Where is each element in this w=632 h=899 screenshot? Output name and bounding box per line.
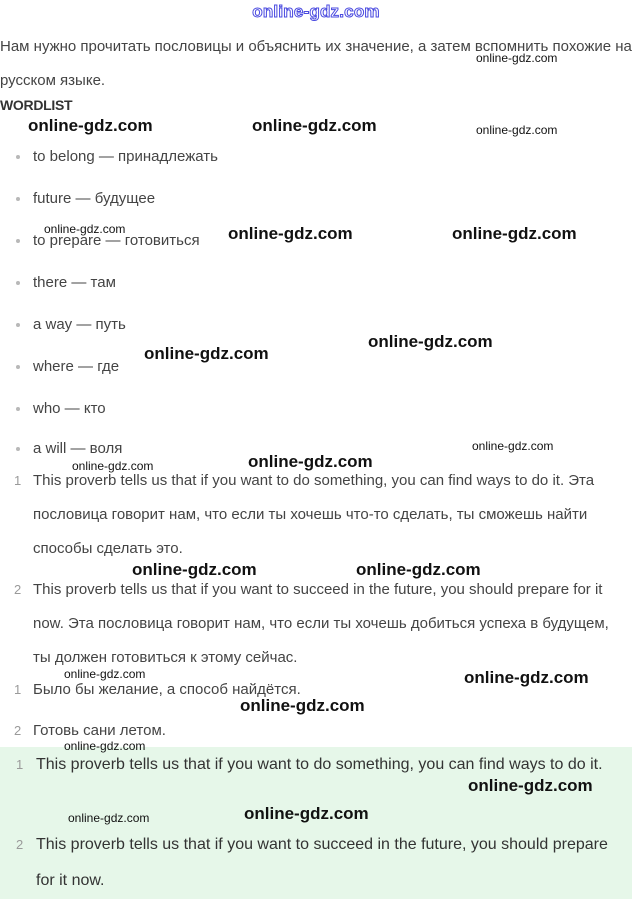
highlighted-answer-item <box>0 827 632 899</box>
item-number: 2 <box>14 582 22 597</box>
watermark: online-gdz.com <box>44 222 126 236</box>
site-header-link[interactable]: online-gdz.com <box>252 2 380 21</box>
bullet-icon <box>16 323 20 327</box>
explanation-item <box>0 573 632 675</box>
watermark: online-gdz.com <box>476 123 558 137</box>
watermark: online-gdz.com <box>240 696 365 715</box>
highlighted-answer-text: This proverb tells us that if you want to succeed in the future, you should prepare for it now. <box>36 836 608 889</box>
watermark: online-gdz.com <box>72 459 154 473</box>
watermark: online-gdz.com <box>356 560 481 579</box>
watermark: online-gdz.com <box>144 344 269 363</box>
watermark: online-gdz.com <box>64 739 146 753</box>
watermark: online-gdz.com <box>476 51 558 65</box>
bullet-icon <box>16 239 20 243</box>
highlighted-answer-text: This proverb tells us that if you want to do something, you can find ways to do it. <box>36 756 603 773</box>
watermark: online-gdz.com <box>64 667 146 681</box>
bullet-icon <box>16 197 20 201</box>
bullet-icon <box>16 155 20 159</box>
russian-equivalent-text: Готовь сани летом. <box>33 722 166 739</box>
watermark: online-gdz.com <box>464 668 589 687</box>
wordlist-term: there — там <box>33 274 116 291</box>
bullet-icon <box>16 281 20 285</box>
wordlist-term: where — где <box>33 358 120 375</box>
wordlist-term: who — кто <box>33 400 106 417</box>
bullet-icon <box>16 407 20 411</box>
watermark: online-gdz.com <box>472 439 554 453</box>
watermark: online-gdz.com <box>28 116 153 135</box>
item-number: 2 <box>14 723 22 738</box>
intro-paragraph: Нам нужно прочитать пословицы и объяснить их значение, а затем вспомнить похожие на русском языке. <box>0 38 632 89</box>
watermark: online-gdz.com <box>368 332 493 351</box>
wordlist-term: to prepare — готовиться <box>33 232 200 249</box>
wordlist-title: WORDLIST <box>0 97 73 113</box>
watermark: online-gdz.com <box>468 776 593 795</box>
wordlist-term: to belong — принадлежать <box>33 148 218 165</box>
watermark: online-gdz.com <box>252 116 377 135</box>
item-number: 1 <box>14 473 22 488</box>
item-number: 1 <box>16 757 24 772</box>
wordlist-term: a way — путь <box>33 316 126 333</box>
watermark: online-gdz.com <box>244 804 369 823</box>
watermark: online-gdz.com <box>248 452 373 471</box>
watermark: online-gdz.com <box>132 560 257 579</box>
explanation-item <box>0 464 632 566</box>
russian-equivalent-text: Было бы желание, а способ найдётся. <box>33 681 301 698</box>
wordlist-term: a will — воля <box>33 440 123 457</box>
item-number: 2 <box>16 837 24 852</box>
watermark: online-gdz.com <box>228 224 353 243</box>
explanation-text: This proverb tells us that if you want to succeed in the future, you should prepare for it now. Эта пословица говорит нам, что если ты хочешь добиться успеха в будущем, ты должен готовиться к этому сейчас. <box>33 581 609 666</box>
explanation-text: This proverb tells us that if you want to do something, you can find ways to do it. Эта пословица говорит нам, что если ты хочешь что-то сделать, ты сможешь найти способы сделать это. <box>33 472 595 557</box>
wordlist-term: future — будущее <box>33 190 156 207</box>
item-number: 1 <box>14 682 22 697</box>
bullet-icon <box>16 365 20 369</box>
watermark: online-gdz.com <box>452 224 577 243</box>
bullet-icon <box>16 447 20 451</box>
watermark: online-gdz.com <box>68 811 150 825</box>
